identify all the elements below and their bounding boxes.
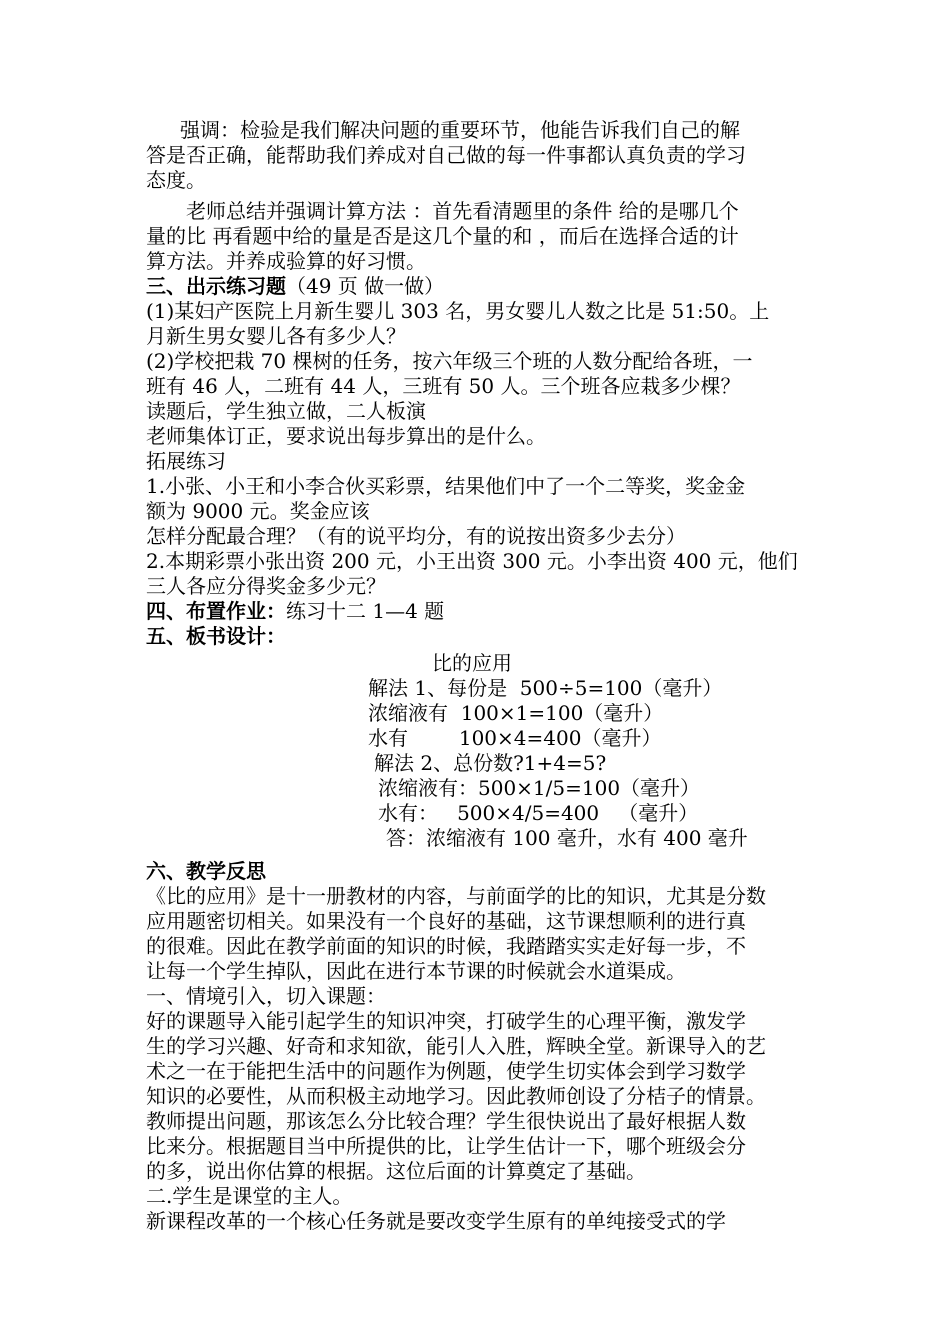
text-line: (2)学校把栽 70 棵树的任务，按六年级三个班的人数分配给各班，一: [146, 349, 753, 373]
section-heading: 四、布置作业：: [146, 599, 286, 623]
board-line: 水有： 500×4/5=400 （毫升）: [378, 801, 699, 825]
section-heading: 五、板书设计：: [146, 624, 286, 648]
text-line: 的很难。因此在教学前面的知识的时候，我踏踏实实走好每一步，不: [146, 934, 746, 958]
text-line: 让每一个学生掉队，因此在进行本节课的时候就会水道渠成。: [146, 959, 686, 983]
document-page: [146, 118, 816, 1234]
text-line: 强调：检验是我们解决问题的重要环节，他能告诉我们自己的解: [180, 118, 740, 142]
board-line: 浓缩液有：500×1/5=100（毫升）: [378, 776, 701, 800]
board-line: 答：浓缩液有 100 毫升，水有 400 毫升: [386, 826, 748, 850]
text-line: 应用题密切相关。如果没有一个良好的基础，这节课想顺利的进行真: [146, 909, 746, 933]
text-line: 知识的必要性，从而积极主动地学习。因此教师创设了分桔子的情景。: [146, 1084, 766, 1108]
text-line: 读题后，学生独立做，二人板演: [146, 399, 426, 423]
text-line: 一、情境引入，切入课题：: [146, 984, 386, 1008]
text-line: 月新生男女婴儿各有多少人？: [146, 324, 406, 348]
section-heading-row: [146, 274, 816, 299]
text-line: 额为 9000 元。奖金应该: [146, 499, 370, 523]
text-line: 《比的应用》是十一册教材的内容，与前面学的比的知识，尤其是分数: [146, 884, 766, 908]
text-line: 量的比 再看题中给的量是否是这几个量的和 ，而后在选择合适的计: [146, 224, 739, 248]
text-line: 生的学习兴趣、好奇和求知欲，能引人入胜，辉映全堂。新课导入的艺: [146, 1034, 766, 1058]
text-line: 答是否正确，能帮助我们养成对自己做的每一件事都认真负责的学习: [146, 143, 746, 167]
text-line: 二.学生是课堂的主人。: [146, 1184, 353, 1208]
section-heading: 三、出示练习题: [146, 274, 286, 298]
board-line: 水有 100×4=400（毫升）: [368, 726, 662, 750]
text-line: 比来分。根据题目当中所提供的比，让学生估计一下，哪个班级会分: [146, 1134, 746, 1158]
text-line: 新课程改革的一个核心任务就是要改变学生原有的单纯接受式的学: [146, 1209, 726, 1233]
board-line: 解法 2、总份数?1+4=5?: [374, 751, 607, 775]
text-line: 术之一在于能把生活中的问题作为例题，使学生切实体会到学习数学: [146, 1059, 746, 1083]
text-line: 怎样分配最合理？（有的说平均分，有的说按出资多少去分）: [146, 524, 686, 548]
blackboard-design: [146, 649, 816, 859]
text-line: 拓展练习: [146, 449, 226, 473]
board-line: 解法 1、每份是 500÷5=100（毫升）: [368, 676, 723, 700]
text-line: 的多，说出你估算的根据。这位后面的计算奠定了基础。: [146, 1159, 646, 1183]
emphasis-paragraph: [146, 118, 816, 193]
text-line: 班有 46 人，二班有 44 人，三班有 50 人。三个班各应栽多少棵？: [146, 374, 741, 398]
text-line: 老师总结并强调计算方法 ：首先看清题里的条件 给的是哪几个: [186, 199, 739, 223]
text-line: 态度。: [146, 168, 206, 192]
text-line: 老师集体订正，要求说出每步算出的是什么。: [146, 424, 546, 448]
text-line: 三人各应分得奖金多少元？: [146, 574, 386, 598]
text-line: (1)某妇产医院上月新生婴儿 303 名，男女婴儿人数之比是 51:50。上: [146, 299, 770, 323]
homework-note: 练习十二 1—4 题: [286, 599, 445, 623]
section-heading-note: （49 页 做一做）: [286, 274, 445, 298]
text-line: 算方法。并养成验算的好习惯。: [146, 249, 426, 273]
text-line: 教师提出问题，那该怎么分比较合理？学生很快说出了最好根据人数: [146, 1109, 746, 1133]
text-line: 2.本期彩票小张出资 200 元，小王出资 300 元。小李出资 400 元，他们: [146, 549, 798, 573]
section-reflection: [146, 859, 816, 1234]
section-exercises: [146, 274, 816, 599]
summary-paragraph: [146, 199, 816, 274]
section-homework: [146, 599, 816, 624]
section-heading: 六、教学反思: [146, 859, 266, 883]
board-line: 浓缩液有 100×1=100（毫升）: [368, 701, 664, 725]
text-line: 好的课题导入能引起学生的知识冲突，打破学生的心理平衡，激发学: [146, 1009, 746, 1033]
text-line: 1.小张、小王和小李合伙买彩票，结果他们中了一个二等奖，奖金金: [146, 474, 746, 498]
board-title: 比的应用: [432, 651, 512, 675]
